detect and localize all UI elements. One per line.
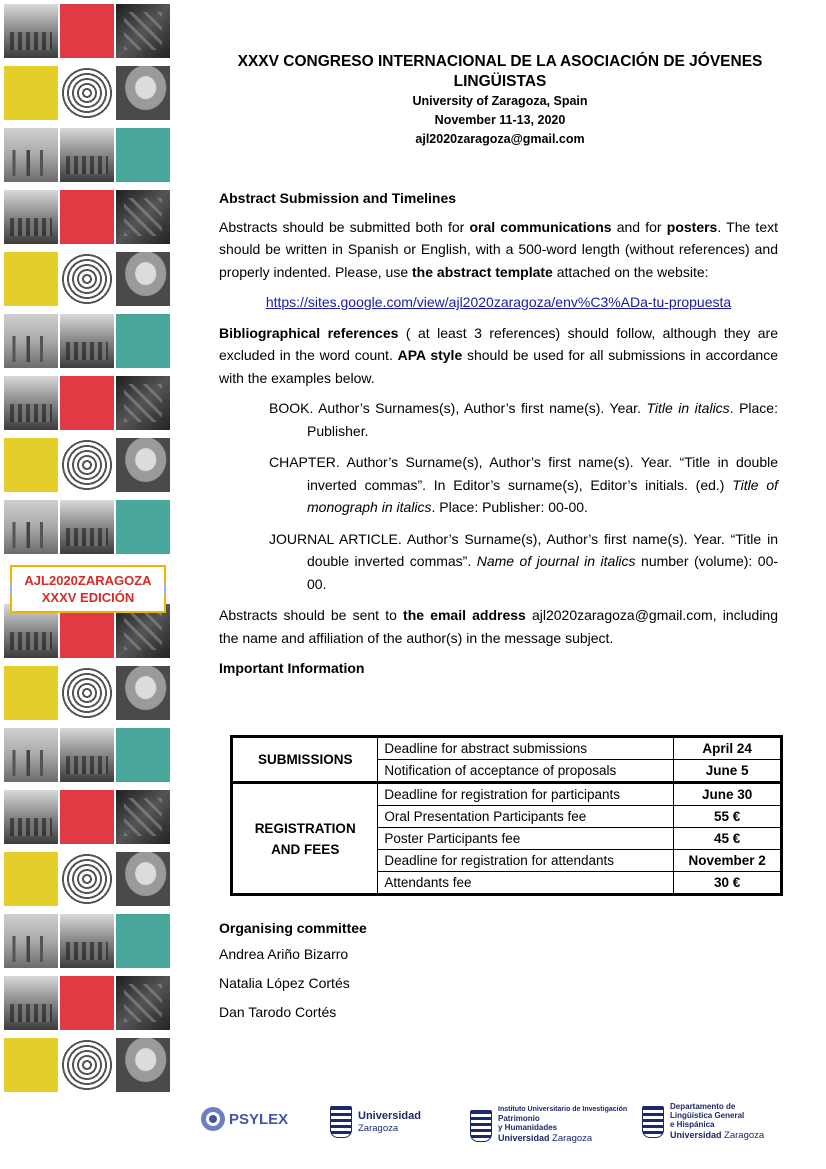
- mosaic-tile: [60, 190, 114, 244]
- edition-badge: [10, 565, 166, 613]
- row-description: Deadline for registration for participants: [378, 783, 674, 806]
- row-value: 55 €: [674, 806, 782, 828]
- university-wordmark: [358, 1110, 421, 1135]
- department-university: Universidad: [670, 1130, 722, 1140]
- edition-line-1: AJL2020ZARAGOZA: [24, 573, 152, 588]
- text-bold: posters: [666, 218, 718, 235]
- abstract-paragraph: [219, 216, 778, 284]
- edition-line-2: XXXV EDICIÓN: [41, 590, 135, 605]
- references-paragraph: [219, 322, 778, 390]
- committee-member: Natalia López Cortés: [219, 975, 350, 991]
- mosaic-tile: [60, 790, 114, 844]
- mosaic-tile: [4, 666, 58, 720]
- mosaic-tile: [116, 66, 170, 120]
- row-description: Poster Participants fee: [378, 828, 674, 850]
- abstract-heading: Abstract Submission and Timelines: [219, 190, 457, 206]
- text-run: number (volume): 00-00.: [307, 553, 779, 592]
- department-city: Zaragoza: [724, 1130, 765, 1141]
- mosaic-tile: [4, 438, 58, 492]
- mosaic-tile: [116, 500, 170, 554]
- row-value: November 2: [674, 850, 782, 872]
- mosaic-tile: [60, 1038, 114, 1092]
- committee-member: Dan Tarodo Cortés: [219, 1004, 337, 1020]
- mosaic-tile: [4, 128, 58, 182]
- text-run: should be used for all submissions in accordance with the examples below.: [219, 347, 778, 386]
- mosaic-tile: [4, 1038, 58, 1092]
- mosaic-tile: [116, 4, 170, 58]
- mosaic-tile: [116, 728, 170, 782]
- university-crest-icon: [642, 1106, 664, 1138]
- reference-example-journal: [269, 528, 778, 596]
- mosaic-tile: [4, 852, 58, 906]
- psylex-icon: [200, 1106, 226, 1132]
- sponsor-logos: [0, 1100, 826, 1150]
- university-city: Zaragoza: [358, 1122, 399, 1134]
- mosaic-tile: [60, 728, 114, 782]
- text-run: ajl2020zaragoza@gmail.com, including the name and affiliation of the author(s) in the message subject.: [219, 607, 778, 646]
- mosaic-tile: [60, 914, 114, 968]
- mosaic-tile: [116, 376, 170, 430]
- text-bold: APA style: [397, 347, 463, 363]
- dates-line: November 11-13, 2020: [434, 113, 566, 127]
- mosaic-tile: [60, 376, 114, 430]
- group-registration-fees: REGISTRATION AND FEES: [232, 783, 378, 895]
- text-run: Abstracts should be submitted both for: [219, 218, 470, 235]
- row-value: 45 €: [674, 828, 782, 850]
- university-crest-icon: [330, 1106, 352, 1138]
- reference-example-book: [269, 397, 778, 442]
- university-crest-icon: [470, 1110, 492, 1142]
- department-name-1: Departamento de: [670, 1102, 736, 1111]
- text-italic: Title of monograph in italics: [307, 476, 779, 515]
- mosaic-tile: [4, 790, 58, 844]
- reference-example-chapter: [269, 451, 778, 519]
- mosaic-tile: [60, 128, 114, 182]
- text-run: JOURNAL ARTICLE. Author’s Surname(s), Author’s first name(s). Year. “Title in double inverted commas”.: [269, 530, 778, 569]
- text-bold: the email address: [403, 607, 526, 623]
- mosaic-tile: [116, 128, 170, 182]
- mosaic-tile: [4, 314, 58, 368]
- institute-name-1: Patrimonio: [498, 1114, 540, 1123]
- mosaic-tile: [116, 314, 170, 368]
- mosaic-tile: [60, 66, 114, 120]
- department-name-3: e Hispánica: [670, 1120, 715, 1129]
- mosaic-tile: [4, 914, 58, 968]
- info-heading: Important Information: [219, 660, 365, 676]
- committee-heading: Organising committee: [219, 920, 367, 936]
- mosaic-tile: [4, 728, 58, 782]
- psylex-wordmark: PSYLEX: [229, 1110, 289, 1128]
- university-line: University of Zaragoza, Spain: [412, 94, 588, 108]
- text-run: Abstracts should be sent to: [219, 607, 404, 623]
- important-info-table: [230, 735, 783, 896]
- mosaic-tile: [116, 914, 170, 968]
- table-row: [232, 783, 782, 806]
- mosaic-tile: [116, 666, 170, 720]
- text-bold: oral communications: [469, 218, 612, 235]
- university-name: Universidad: [358, 1109, 421, 1122]
- mosaic-tile: [116, 1038, 170, 1092]
- institute-type: Instituto Universitario de Investigación: [498, 1106, 628, 1113]
- row-value: June 5: [674, 760, 782, 783]
- text-italic: Name of journal in italics: [476, 553, 636, 569]
- mosaic-tile: [60, 252, 114, 306]
- department-logo: [642, 1102, 764, 1142]
- mosaic-tile: [4, 376, 58, 430]
- row-value: June 30: [674, 783, 782, 806]
- text-run: and for: [611, 218, 667, 235]
- table-row: [232, 737, 782, 760]
- mosaic-tile: [60, 438, 114, 492]
- text-bold: Bibliographical references: [219, 324, 399, 341]
- department-name-2: Lingüística General: [670, 1111, 745, 1120]
- text-italic: Title in italics: [646, 400, 730, 416]
- psylex-logo: [200, 1106, 288, 1132]
- mosaic-tile: [60, 4, 114, 58]
- mosaic-tile: [4, 66, 58, 120]
- text-run: . Place: Publisher: 00-00.: [431, 499, 588, 515]
- text-run: BOOK. Author’s Surnames(s), Author’s first name(s). Year.: [269, 400, 647, 416]
- text-run: . The text should be written in Spanish or English, with a 500-word length (without references) and properly indented. Please, use: [219, 218, 779, 280]
- group-submissions: SUBMISSIONS: [232, 737, 378, 783]
- text-bold: the abstract template: [412, 263, 553, 280]
- text-run: CHAPTER. Author’s Surname(s), Author’s first name(s). Year. “Title in double inverted commas”. In Editor’s surname(s), Editor’s initials. (ed.): [269, 454, 778, 493]
- institute-name-2: y Humanidades: [498, 1123, 558, 1132]
- institute-university: Universidad: [498, 1133, 550, 1143]
- mosaic-tile: [4, 252, 58, 306]
- row-description: Oral Presentation Participants fee: [378, 806, 674, 828]
- mosaic-tile: [116, 976, 170, 1030]
- row-value: April 24: [674, 737, 782, 760]
- mosaic-tile: [60, 666, 114, 720]
- mosaic-tile: [116, 852, 170, 906]
- mosaic-tile: [116, 252, 170, 306]
- mosaic-tile: [116, 190, 170, 244]
- row-description: Deadline for registration for attendants: [378, 850, 674, 872]
- mosaic-tile: [60, 314, 114, 368]
- text-run: . Place: Publisher.: [307, 400, 778, 439]
- mosaic-tile: [4, 4, 58, 58]
- mosaic-tile: [60, 852, 114, 906]
- page-title: XXXV CONGRESO INTERNACIONAL DE LA ASOCIACIÓN DE JÓVENES LINGÜISTAS: [237, 53, 763, 90]
- text-run: attached on the website:: [552, 263, 709, 280]
- submission-link[interactable]: https://sites.google.com/view/ajl2020zaragoza/env%C3%ADa-tu-propuesta: [265, 294, 732, 310]
- mosaic-tile: [116, 790, 170, 844]
- department-wordmark: [670, 1102, 764, 1142]
- main-content: [219, 187, 778, 686]
- institute-wordmark: [498, 1106, 627, 1145]
- decorative-mosaic: [4, 4, 170, 1099]
- universidad-zaragoza-logo: [330, 1106, 421, 1138]
- mosaic-tile: [4, 976, 58, 1030]
- committee-member: Andrea Ariño Bizarro: [219, 946, 349, 962]
- organising-committee: [219, 920, 367, 1031]
- institute-city: Zaragoza: [552, 1133, 593, 1144]
- mosaic-tile: [60, 500, 114, 554]
- row-description: Attendants fee: [378, 872, 674, 895]
- mosaic-tile: [4, 190, 58, 244]
- contact-email: ajl2020zaragoza@gmail.com: [415, 132, 585, 146]
- document-header: [230, 52, 770, 149]
- email-paragraph: [219, 604, 778, 649]
- mosaic-tile: [116, 438, 170, 492]
- iph-logo: [470, 1106, 627, 1145]
- row-description: Deadline for abstract submissions: [378, 737, 674, 760]
- mosaic-tile: [4, 500, 58, 554]
- row-description: Notification of acceptance of proposals: [378, 760, 674, 783]
- row-value: 30 €: [674, 872, 782, 895]
- text-run: ( at least 3 references) should follow, although they are excluded in the word count.: [219, 324, 778, 363]
- mosaic-tile: [60, 976, 114, 1030]
